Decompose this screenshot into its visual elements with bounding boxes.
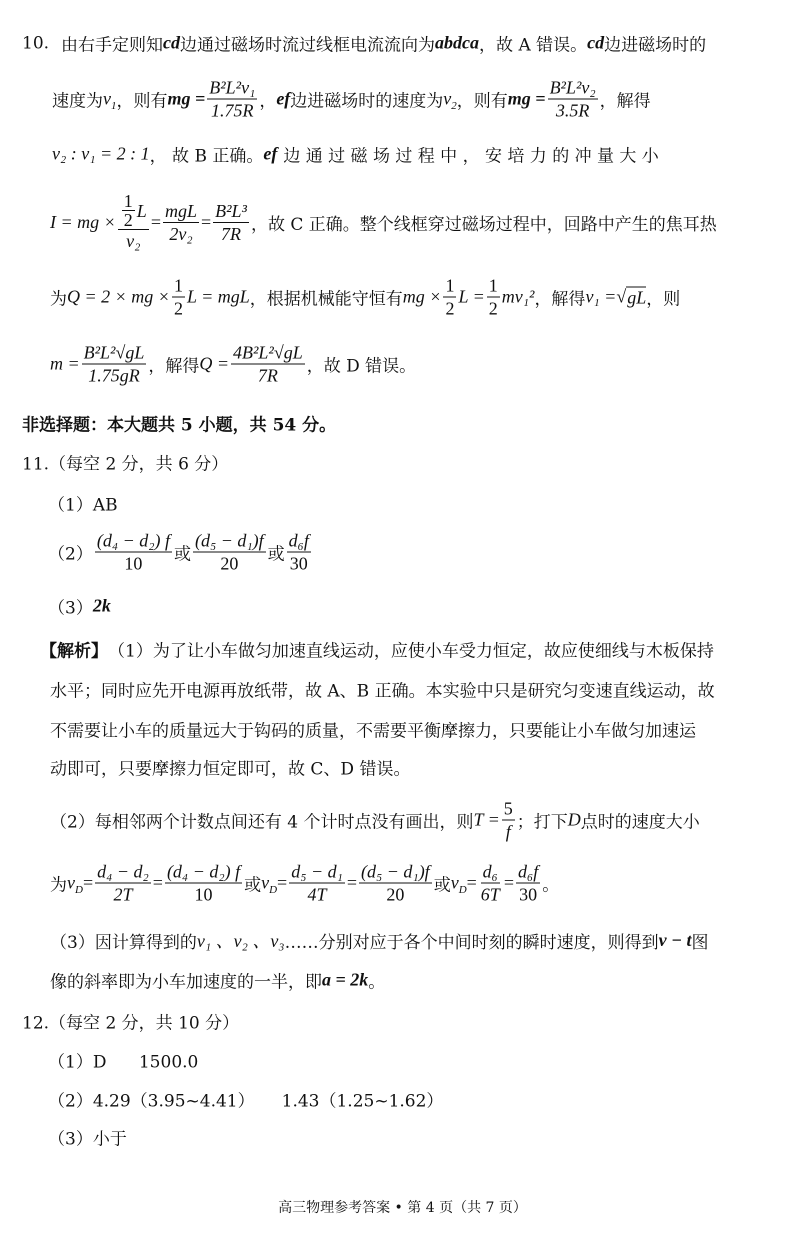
fraction-denominator: 10: [124, 553, 143, 574]
fraction-numerator: 5: [503, 798, 513, 819]
text: ，故 A 错误。: [479, 35, 588, 56]
q11-header: 11.（每空 2 分，共 6 分）: [22, 454, 229, 475]
fraction-numerator: 1: [123, 191, 133, 211]
fraction-denominator: 2: [173, 298, 183, 319]
fraction-numerator: d₆: [482, 861, 498, 882]
math-mg: mg =: [167, 88, 206, 109]
text: 为: [50, 289, 67, 310]
text: ，则有: [456, 91, 508, 112]
q11-answer-1: （1）AB: [48, 495, 118, 516]
fraction-numerator: B²L²v₁: [209, 77, 256, 98]
text-or: 或: [173, 544, 191, 565]
fraction-numerator: 1: [445, 275, 455, 296]
page-footer: 高三物理参考答案 • 第 4 页（共 7 页）: [278, 1200, 527, 1216]
math-v1: v: [103, 88, 111, 109]
explanation-tag: 【解析】: [40, 641, 108, 662]
text: 边 通 过 磁 场 过 程 中 ， 安 培 力 的 冲 量 大 小: [283, 146, 659, 167]
answer-label: （3）: [48, 598, 93, 619]
text: 速度为: [52, 91, 103, 112]
text: ，故 C 正确。整个线框穿过磁场过程中，回路中产生的焦耳热: [250, 214, 717, 235]
text: ，解得: [599, 91, 651, 112]
text: ；打下: [516, 812, 568, 833]
math-T: T =: [473, 809, 500, 830]
equals: =: [346, 872, 358, 893]
fraction-denominator: 2: [488, 298, 498, 319]
math-heat: Q = 2 × mg ×: [67, 286, 170, 307]
fraction-denominator: 2: [123, 210, 133, 230]
q12-answer-2: （2）4.29（3.95~4.41） 1.43（1.25~1.62）: [48, 1091, 444, 1112]
subscript: 1: [111, 100, 117, 113]
text-or: 或: [244, 875, 262, 896]
text: 图: [691, 932, 709, 953]
math-expr: L = mgL: [186, 286, 250, 307]
fraction-denominator: 7R: [221, 223, 242, 244]
text: 像的斜率即为小车加速度的一半，即: [50, 972, 322, 993]
text: 边通过磁场时流过线框电流流向为: [180, 35, 436, 56]
math-ef: ef: [263, 143, 278, 164]
text: 。: [368, 972, 386, 993]
fraction-denominator: 4T: [307, 884, 327, 905]
math-impulse: I = mg ×: [50, 211, 116, 232]
text: 动即可，只要摩擦力恒定即可，故 C、D 错误。: [50, 759, 411, 780]
fraction-numerator: d₄ − d₂: [97, 861, 149, 882]
fraction-denominator: 2T: [113, 884, 133, 905]
text: （3）因计算得到的: [50, 932, 197, 953]
math-Q: Q =: [199, 353, 230, 374]
fraction-denominator: 2: [445, 298, 455, 319]
equals: =: [200, 211, 212, 232]
fraction-denominator: 6T: [480, 884, 500, 905]
math-mg: mg =: [507, 88, 546, 109]
fraction-denominator: f: [505, 821, 511, 842]
equals: =: [82, 872, 94, 893]
subscript: D: [269, 884, 278, 897]
text: （2）每相邻两个计数点间还有 4 个计时点没有画出，则: [50, 812, 474, 833]
math-cd: cd: [163, 32, 181, 53]
fraction-numerator: (d₄ − d₂) f: [96, 530, 170, 551]
q12-header: 12.（每空 2 分，共 10 分）: [22, 1013, 240, 1034]
fraction-numerator: B²L²v₂: [549, 77, 596, 98]
fraction-numerator: (d₄ − d₂) f: [166, 861, 241, 882]
fraction-denominator: 20: [386, 884, 405, 905]
fraction-numerator: d₅ − d₁: [291, 861, 343, 882]
text: ……分别对应于各个中间时刻的瞬时速度，则得到: [284, 932, 659, 953]
math-D: D: [567, 809, 581, 830]
fraction-denominator: v₂: [126, 231, 141, 251]
fraction-numerator: mgL: [164, 200, 197, 221]
q12-answer-1: （1）D 1500.0: [48, 1052, 199, 1073]
equals: =: [277, 872, 288, 893]
text-or: 或: [267, 544, 285, 565]
fraction-numerator: B²L³: [215, 200, 247, 221]
equals: =: [503, 872, 514, 893]
text: ，则: [646, 289, 681, 310]
q12-answer-3: （3）小于: [48, 1129, 127, 1150]
text: 水平；同时应先开电源再放纸带，故 A、B 正确。本实验中只是研究匀变速直线运动，故: [50, 681, 715, 702]
equals: =: [150, 211, 161, 232]
fraction-denominator: 7R: [257, 365, 278, 386]
text: ，: [259, 91, 277, 112]
math-2k: 2k: [92, 595, 111, 616]
equals: =: [152, 872, 163, 893]
text: 边进磁场时的速度为: [290, 91, 444, 112]
math-v: v: [67, 872, 75, 893]
subscript: 2: [451, 100, 457, 113]
text: 不需要让小车的质量远大于钩码的质量，不需要平衡摩擦力，只要能让小车做匀加速运: [50, 721, 696, 742]
math-L: L: [136, 200, 147, 221]
text: （1）为了让小车做匀加速直线运动，应使小车受力恒定，故应使细线与木板保持: [108, 641, 714, 662]
math-m: m =: [50, 353, 80, 374]
fraction-numerator: d₆f: [288, 530, 309, 551]
text: 边进磁场时的: [604, 35, 707, 56]
text: ，则有: [116, 91, 168, 112]
text: ，故 D 错误。: [306, 356, 417, 377]
fraction-denominator: 30: [519, 884, 538, 905]
math-sqrt: gL: [627, 287, 647, 307]
math-expr: mv₁²: [501, 286, 535, 307]
math-velocities: v₁ 、v₂ 、v₃: [196, 931, 285, 951]
math-v: v: [450, 872, 459, 893]
text: ，根据机械能守恒有: [249, 289, 403, 310]
fraction-numerator: (d₅ − d₁)f: [194, 530, 264, 551]
math-expr: mg ×: [402, 286, 442, 307]
fraction-numerator: (d₅ − d₁)f: [361, 861, 430, 882]
fraction-numerator: B²L²√gL: [83, 342, 145, 363]
math-v2: v: [443, 88, 452, 109]
fraction-numerator: 1: [488, 275, 498, 296]
fraction-denominator: 20: [220, 553, 239, 574]
math-a: a = 2k: [322, 969, 369, 990]
math-cd: cd: [587, 32, 605, 53]
equals: =: [466, 872, 477, 893]
math-abdca: abdca: [435, 32, 480, 53]
section-heading: 非选择题：本大题共 5 小题，共 54 分。: [22, 415, 337, 436]
answer-label: （2）: [48, 544, 93, 565]
text: 点时的速度大小: [580, 812, 700, 833]
fraction-numerator: 1: [173, 275, 183, 296]
subscript: D: [75, 884, 83, 897]
math-expr: L =: [458, 286, 485, 307]
math-v: v: [261, 872, 270, 893]
text-or: 或: [433, 875, 451, 896]
answer-page: 10. 由右手定则知 cd 边通过磁场时流过线框电流流向为 abdca ，故 A 错误。 cd 边进磁场时的 速度为 $v_1$ ，则有 mg = $\frac{\text{B²L²v₁}}{1.75R}$ ， ef 边进磁场时的速度为 $v_2$ ，则有 mg = $\frac{\text{B²L²v₂}}{3.5R}$ ，解得 v₂ : v₁ = 2 : 1 ， 故 B 正确。 ef 边 通 过 磁 场 过 程 中 ， 安 培 力 的 冲 量 大 小 I = mg × $\frac{1}{2}$ L v₂ = $\frac{\text{mgL}}{\text{2v₂}}$ = $\frac{\text{B²L³}}{7R}$ ，故 C 正确。整个线框穿过磁场过程中，回路中产生的焦耳热 为 Q = 2 × mg × $\frac{1}{2}$ L = mgL ，根据机械能守恒有 mg × $\frac{1}{2}$ L = $\frac{1}{2}$ mv₁² ，解得 v₁ = √ gL ，则 m = $\frac{\text{B²L²√gL}}{1.75gR}$ ，解得 Q = $\frac{\text{4B²L²√gL}}{7R}$ ，故 D 错误。 非选择题：本大题共 5 小题，共 54 分。 11.（每空 2 分，共 6 分） （1）AB （2） $\frac{\text{(d₄ − d₂) f}}{10}$ 或 $\frac{\text{(d₅ − d₁)f}}{20}$ 或 $\frac{\text{d₆f}}{30}$ （3） 2k 【解析】 （1）为了让小车做匀加速直线运动，应使小车受力恒定，故应使细线与木板保持 水平；同时应先开电源再放纸带，故 A、B 正确。本实验中只是研究匀变速直线运动，故 不需要让小车的质量远大于钩码的质量，不需要平衡摩擦力，只要能让小车做匀加速运 动即可，只要摩擦力恒定即可，故 C、D 错误。 （2）每相邻两个计数点间还有 4 个计时点没有画出，则 T = $\frac{5}{f}$ ；打下 D 点时的速度大小 为 $v_D$ = $\frac{\text{d₄ − d₂}}{2T}$ = $\frac{\text{(d₄ − d₂) f}}{10}$ 或 $v_D$ = $\frac{\text{d₅ − d₁}}{4T}$ = $\frac{\text{(d₅ − d₁)f}}{20}$ 或 $v_D$ = $\frac{\text{d₆}}{6T}$ = $\frac{\text{d₆f}}{30}$ 。 （3）因计算得到的 v₁ 、v₂ 、v₃ ……分别对应于各个中间时刻的瞬时速度，则得到 v − t 图 像的斜率即为小车加速度的一半，即 a = 2k 。 12.（每空 2 分，共 10 分） （1）D 1500.0 （2）4.29（3.95~4.41） 1.43（1.25~1.62） （3）小于 高三物理参考答案 • 第 4 页（共 7 页）: [0, 0, 805, 1236]
math-ratio: v₂ : v₁ = 2 : 1: [52, 143, 150, 164]
text: ， 故 B 正确。: [149, 146, 264, 167]
fraction-denominator: 2v₂: [169, 223, 193, 244]
fraction-denominator: 1.75R: [211, 100, 254, 121]
fraction-denominator: 3.5R: [555, 100, 590, 121]
fraction-denominator: 1.75gR: [88, 365, 140, 386]
text: 。: [542, 875, 560, 896]
subscript: D: [458, 884, 467, 897]
fraction-denominator: 30: [289, 553, 308, 574]
fraction-numerator: d₆f: [517, 861, 539, 882]
text: 为: [50, 875, 67, 896]
fraction-numerator: 4B²L²√gL: [233, 342, 303, 363]
math-v1: v₁ =: [585, 286, 617, 307]
math-ef: ef: [276, 88, 291, 109]
text: ，解得: [148, 356, 200, 377]
text: ，解得: [534, 289, 586, 310]
math-vt: v − t: [658, 929, 692, 950]
text: 由右手定则知: [61, 35, 164, 56]
question-number: 10.: [22, 33, 50, 53]
fraction-denominator: 10: [194, 884, 213, 905]
